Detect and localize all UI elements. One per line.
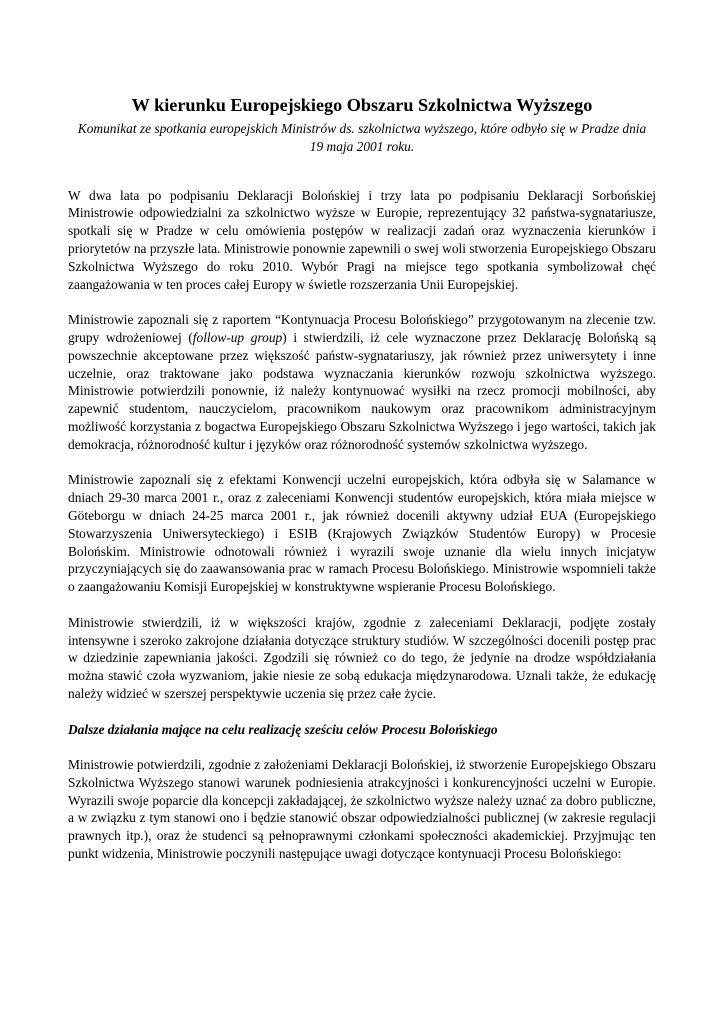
paragraph-4: Ministrowie stwierdzili, iż w większości krajów, zgodnie z zaleceniami Deklaracji, podjęte zostały intensywne i szeroko zakrojone działania dotyczące struktury studiów. W szczególności docenili postęp prac w dziedzinie zapewniania jakości. Zgodzili się również co do tego, że jedynie na drodze współdziałania można stawić czoła wyzwaniom, jakie niesie ze sobą edukacja międzynarodowa. Uznali także, że edukację należy widzieć w szerszej perspektywie uczenia się przez całe życie.	[68, 614, 656, 701]
document-page	[68, 94, 656, 863]
spacer	[68, 703, 656, 721]
spacer	[68, 156, 656, 187]
spacer	[68, 454, 656, 472]
spacer	[68, 596, 656, 614]
paragraph-5: Ministrowie potwierdzili, zgodnie z założeniami Deklaracji Bolońskiej, iż stworzenie Europejskiego Obszaru Szkolnictwa Wyższego stanowi warunek podniesienia atrakcyjności i konkurencyjności uczelni w Europie. Wyrazili swoje poparcie dla koncepcji zakładającej, że szkolnictwo wyższe należy uznać za dobro publiczne, a w związku z tym stanowi ono i będzie stanowić obszar odpowiedzialności publicznej (w zakresie regulacji prawnych itp.), oraz że studenci są pełnoprawnymi członkami społeczności akademickiej. Przyjmując ten punkt widzenia, Ministrowie poczynili następujące uwagi dotyczące kontynuacji Procesu Bolońskiego:	[68, 757, 656, 862]
paragraph-2-part-2: ) i stwierdzili, iż cele wyznaczone przez Deklarację Bolońską są powszechnie akceptowane przez większość państw-sygnatariuszy, jak również przez uniwersytety i inne uczelnie, oraz traktowane jako podstawa wyznaczania kierunków rozwoju szkolnictwa wyższego. Ministrowie potwierdzili ponownie, iż należy kontynuować wysiłki na rzecz promocji mobilności, aby zapewnić studentom, nauczycielom, pracownikom naukowym oraz pracownikom administracyjnym możliwość korzystania z bogactwa Europejskiego Obszaru Szkolnictwa Wyższego i jego wartości, takich jak demokracja, różnorodność kultur i języków oraz różnorodność systemów szkolnictwa wyższego.	[68, 329, 656, 452]
paragraph-2	[68, 311, 656, 453]
spacer	[68, 738, 656, 756]
paragraph-1: W dwa lata po podpisaniu Deklaracji Bolońskiej i trzy lata po podpisaniu Deklaracji Sorbońskiej Ministrowie odpowiedzialni za szkolnictwo wyższe w Europie, reprezentujący 32 państwa-sygnatariusze, spotkali się w Pradze w celu omówienia postępów w realizacji zadań oraz wyznaczenia kierunków i priorytetów na przyszłe lata. Ministrowie ponownie zapewnili o swej woli stworzenia Europejskiego Obszaru Szkolnictwa Wyższego do roku 2010. Wybór Pragi na miejsce tego spotkania symbolizował chęć zaangażowania w ten proces całej Europy w świetle rozszerzania Unii Europejskiej.	[68, 187, 656, 292]
paragraph-3: Ministrowie zapoznali się z efektami Konwencji uczelni europejskich, która odbyła się w Salamance w dniach 29-30 marca 2001 r., oraz z zaleceniami Konwencji studentów europejskich, która miała miejsce w Göteborgu w dniach 24-25 marca 2001 r., jak również docenili aktywny udział EUA (Europejskiego Stowarzyszenia Uniwersyteckiego) i ESIB (Krajowych Związków Studentów Europy) w Procesie Bolońskim. Ministrowie odnotowali również i wyrazili swoje uznanie dla wielu innych inicjatyw przyczyniających się do zaawansowania prac w ramach Procesu Bolońskiego. Ministrowie wspomnieli także o zaangażowaniu Komisji Europejskiej w konstruktywne wspieranie Procesu Bolońskiego.	[68, 472, 656, 595]
document-subtitle: Komunikat ze spotkania europejskich Ministrów ds. szkolnictwa wyższego, które odbyło się w Pradze dnia 19 maja 2001 roku.	[77, 121, 647, 154]
paragraph-2-part-1: Ministrowie zapoznali się z raportem “Kontynuacja Procesu Bolońskiego” przygotowanym na zlecenie tzw. grupy wdrożeniowej (	[68, 312, 656, 345]
document-title: W kierunku Europejskiego Obszaru Szkolnictwa Wyższego	[131, 95, 593, 115]
section-heading: Dalsze działania mające na celu realizację sześciu celów Procesu Bolońskiego	[68, 721, 498, 737]
paragraph-2-italic-term: follow-up group	[192, 329, 283, 345]
spacer	[68, 293, 656, 311]
